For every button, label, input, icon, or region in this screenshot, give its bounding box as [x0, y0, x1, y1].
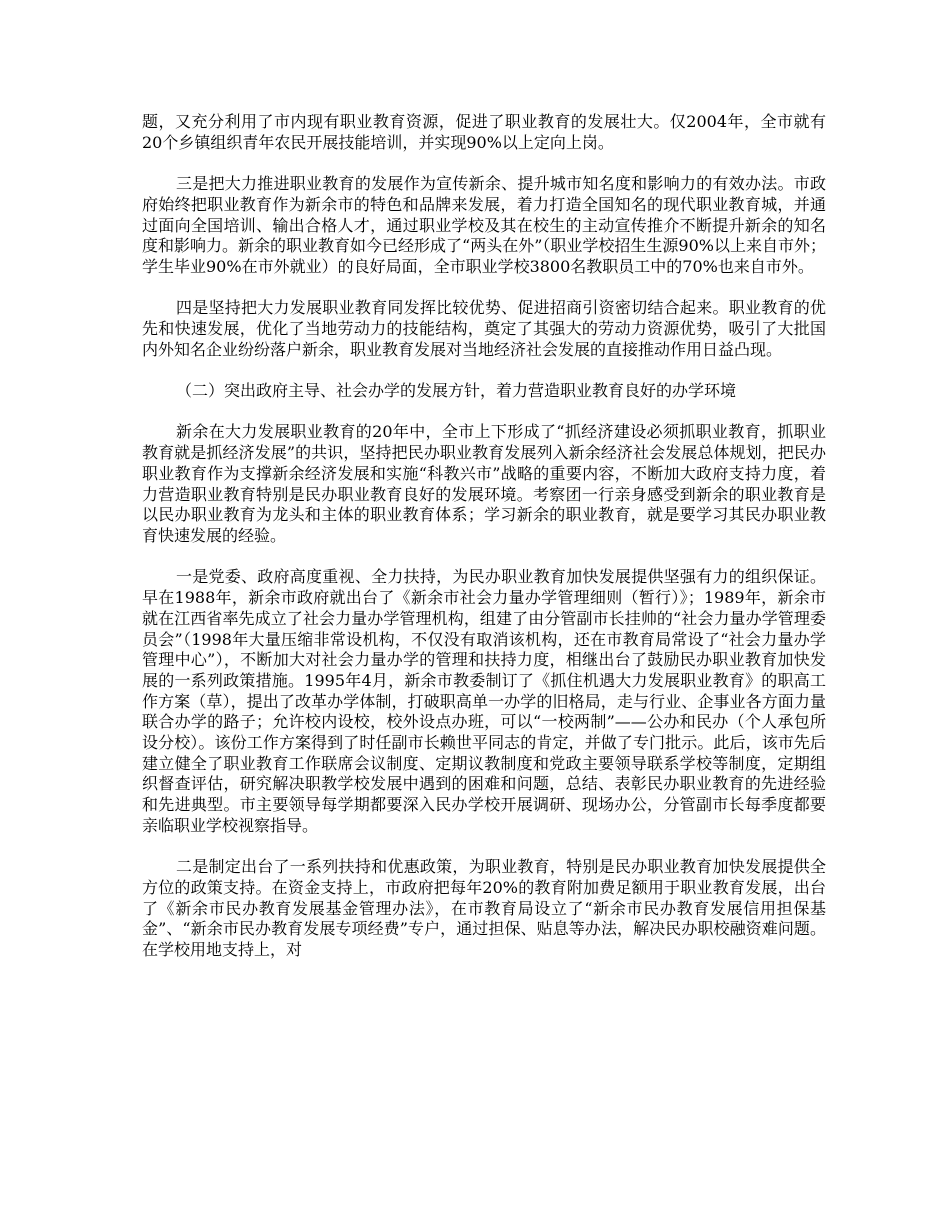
paragraph-continuation: 题，又充分利用了市内现有职业教育资源，促进了职业教育的发展壮大。仅2004年，全市就有20个乡镇组织青年农民开展技能培训，并实现90%以上定向上岗。	[142, 112, 826, 152]
section-heading-two: （二）突出政府主导、社会办学的发展方针，着力营造职业教育良好的办学环境	[176, 381, 737, 401]
paragraph-point-two: 二是制定出台了一系列扶持和优惠政策，为职业教育，特别是民办职业教育加快发展提供全方位的政策支持。在资金支持上，市政府把每年20%的教育附加费足额用于职业教育发展，出台了《新余市民办教育发展基金管理办法》，在市教育局设立了“新余市民办教育发展信用担保基金”、“新余市民办教育发展专项经费”专户，通过担保、贴息等办法，解决民办职校融资难问题。在学校用地支持上，对	[142, 857, 826, 960]
paragraph-point-four: 四是坚持把大力发展职业教育同发挥比较优势、促进招商引资密切结合起来。职业教育的优先和快速发展，优化了当地劳动力的技能结构，奠定了其强大的劳动力资源优势，吸引了大批国内外知名企业纷纷落户新余，职业教育发展对当地经济社会发展的直接推动作用日益凸现。	[142, 298, 826, 359]
paragraph-point-one: 一是党委、政府高度重视、全力扶持，为民办职业教育加快发展提供坚强有力的组织保证。早在1988年，新余市政府就出台了《新余市社会力量办学管理细则（暂行）》；1989年，新余市就在江西省率先成立了社会力量办学管理机构，组建了由分管副市长挂帅的“社会力量办学管理委员会”（1998年大量压缩非常设机构，不仅没有取消该机构，还在市教育局常设了“社会力量办学管理中心”），不断加大对社会力量办学的管理和扶持力度，相继出台了鼓励民办职业教育加快发展的一系列政策措施。1995年4月，新余市教委制订了《抓住机遇大力发展职业教育》的职高工作方案（草），提出了改革办学体制，打破职高单一办学的旧格局，走与行业、企事业各方面力量联合办学的路子；允许校内设校，校外设点办班，可以“一校两制”——公办和民办（个人承包所设分校）。该份工作方案得到了时任副市长赖世平同志的肯定，并做了专门批示。此后，该市先后建立健全了职业教育工作联席会议制度、定期议教制度和党政主要领导联系学校等制度，定期组织督查评估，研究解决职教学校发展中遇到的困难和问题，总结、表彰民办职业教育的先进经验和先进典型。市主要领导每学期都要深入民办学校开展调研、现场办公，分管副市长每季度都要亲临职业学校视察指导。	[142, 567, 826, 835]
document-page	[142, 112, 826, 981]
paragraph-section-intro: 新余在大力发展职业教育的20年中，全市上下形成了“抓经济建设必须抓职业教育，抓职业教育就是抓经济发展”的共识，坚持把民办职业教育发展列入新余经济社会发展总体规划，把民办职业教育作为支撑新余经济发展和实施“科教兴市”战略的重要内容，不断加大政府支持力度，着力营造职业教育特别是民办职业教育良好的发展环境。考察团一行亲身感受到新余的职业教育是以民办职业教育为龙头和主体的职业教育体系；学习新余的职业教育，就是要学习其民办职业教育快速发展的经验。	[142, 422, 826, 545]
paragraph-point-three: 三是把大力推进职业教育的发展作为宣传新余、提升城市知名度和影响力的有效办法。市政府始终把职业教育作为新余市的特色和品牌来发展，着力打造全国知名的现代职业教育城，并通过面向全国培训、输出合格人才，通过职业学校及其在校生的主动宣传推介不断提升新余的知名度和影响力。新余的职业教育如今已经形成了“两头在外”（职业学校招生生源90%以上来自市外；学生毕业90%在市外就业）的良好局面，全市职业学校3800名教职员工中的70%也来自市外。	[142, 174, 826, 276]
